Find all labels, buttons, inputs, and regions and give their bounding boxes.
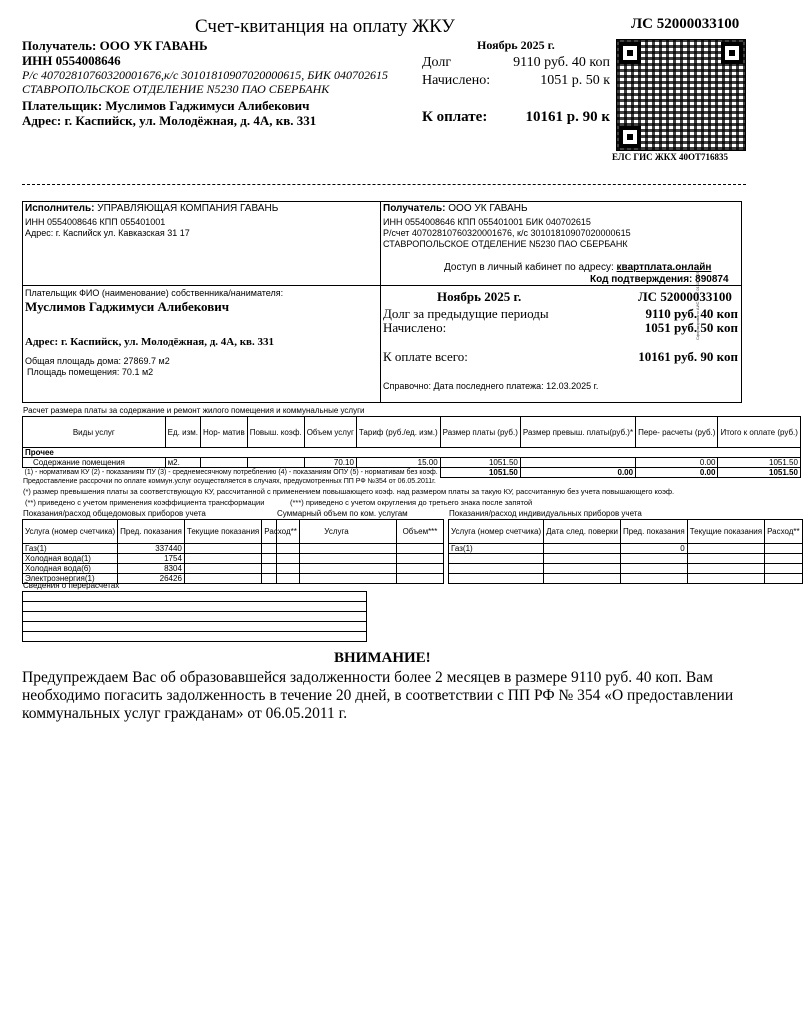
period: Ноябрь 2025 г. (477, 38, 555, 52)
meter-name: Газ(1) (449, 544, 544, 554)
total-total: 1051.50 (718, 468, 800, 478)
meter-prev: 0 (620, 544, 687, 554)
individual-header: Услуга (номер счетчика) (449, 520, 544, 544)
calc-header: Виды услуг (23, 417, 166, 448)
cabinet-line (444, 262, 711, 273)
confirmation-code: Код подтверждения: 890874 (590, 274, 729, 285)
summary-total-label: К оплате всего: (383, 349, 468, 364)
bank-name: СТАВРОПОЛЬСКОЕ ОТДЕЛЕНИЕ N5230 ПАО СБЕРБАНК (22, 82, 330, 96)
service-volume: 70.10 (304, 458, 356, 468)
debt-label: Долг (422, 55, 452, 70)
charged-value: 1051 р. 50 к (540, 73, 610, 88)
service-excess (520, 458, 635, 468)
recipient-inn: ИНН 0554008646 (22, 53, 121, 68)
els-number: ЕЛС ГИС ЖКХ 40ОТ716835 (612, 152, 728, 162)
recipient2-name: ООО УК ГАВАНЬ (445, 203, 528, 214)
calc-header: Повыш. коэф. (247, 417, 304, 448)
calc-header: Нор- матив (200, 417, 247, 448)
summary-volume-table (276, 519, 444, 584)
payer-block-label: Плательщик ФИО (наименование) собственника/нанимателя: (25, 288, 284, 298)
summary-period: Ноябрь 2025 г. (437, 289, 522, 304)
meter-name: Холодная вода(1) (23, 554, 118, 564)
meter-prev: 337440 (118, 544, 185, 554)
summary-charged-label: Начислено: (383, 320, 447, 335)
total-recalc: 0.00 (636, 468, 718, 478)
meter-prev: 1754 (118, 554, 185, 564)
calc-header: Объем услуг (304, 417, 356, 448)
recalc-table (22, 591, 367, 642)
meter-prev: 8304 (118, 564, 185, 574)
account-number: ЛС 52000033100 (631, 16, 740, 32)
pay-label: К оплате: (422, 109, 488, 125)
executor-inn: ИНН 0554008646 КПП 055401001 (25, 217, 166, 227)
meter-name: Газ(1) (23, 544, 118, 554)
common-header: Текущие показания (184, 520, 261, 544)
executor-line (25, 203, 278, 214)
service-unit: м2. (165, 458, 200, 468)
note-rounding: (***) приведено с учетом округления до третьего знака после запятой (290, 498, 533, 507)
service-name: Содержание помещения (23, 458, 166, 468)
payer-name: Плательщик: Муслимов Гаджимуси Алибекович (22, 98, 310, 113)
individual-header: Текущие показания (687, 520, 764, 544)
meter-cur (184, 564, 261, 574)
individual-meters-caption: Показания/расход индивидуальных приборов учета (449, 509, 642, 518)
meter-prev: 26426 (118, 574, 185, 584)
meter-cur (687, 544, 764, 554)
recalc-caption: Сведения о перерасчетах (23, 581, 120, 590)
recipient: Получатель: ООО УК ГАВАНЬ (22, 38, 208, 53)
recipient2-inn: ИНН 0554008646 КПП 055401001 БИК 040702615 (383, 217, 591, 227)
payer-block-address: Адрес: г. Каспийск, ул. Молодёжная, д. 4А, кв. 331 (25, 336, 274, 348)
recipient2-line (383, 203, 528, 214)
summary-total-value: 10161 руб. 90 коп (638, 349, 738, 364)
debt-value: 9110 руб. 40 коп (513, 55, 610, 70)
common-meters-caption: Показания/расход общедомовых приборов учета (23, 509, 206, 518)
recipient2-bank: СТАВРОПОЛЬСКОЕ ОТДЕЛЕНИЕ N5230 ПАО СБЕРБАНК (383, 239, 628, 249)
qr-code-icon (617, 40, 745, 150)
summary-ls: ЛС 52000033100 (638, 289, 732, 304)
calc-group: Прочее (23, 448, 801, 458)
executor-address: Адрес: г. Каспийск ул. Кавказская 31 17 (25, 228, 190, 238)
calc-header: Размер превыш. платы(руб.)* (520, 417, 635, 448)
summary-header: Услуга (277, 520, 397, 544)
service-total: 1051.50 (718, 458, 800, 468)
executor-name: УПРАВЛЯЮЩАЯ КОМПАНИЯ ГАВАНЬ (94, 203, 279, 214)
service-coef (247, 458, 304, 468)
meter-cur (184, 574, 261, 584)
calc-header: Итого к оплате (руб.) (718, 417, 800, 448)
recipient2-label: Получатель: (383, 203, 446, 214)
charged-label: Начислено: (422, 73, 491, 88)
meter-name: Холодная вода(6) (23, 564, 118, 574)
cut-line (22, 184, 746, 185)
total-amount: 1051.50 (440, 468, 520, 478)
summary-volume-caption: Суммарный объем по ком. услугам (277, 509, 408, 518)
warning-title: ВНИМАНИЕ! (334, 650, 431, 666)
calc-header: Ед. изм. (165, 417, 200, 448)
cabinet-link[interactable]: квартплата.онлайн (616, 262, 712, 273)
common-meters-table (22, 519, 300, 584)
meter-date (544, 544, 621, 554)
executor-label: Исполнитель: (25, 203, 95, 214)
table-row (23, 554, 300, 564)
summary-charged-value: 1051 руб. 50 коп (644, 320, 738, 335)
meter-name: Электроэнергия(1) (23, 574, 118, 584)
payer-address: Адрес: г. Каспийск, ул. Молодёжная, д. 4А, кв. 331 (22, 113, 317, 128)
individual-meters-table (448, 519, 803, 584)
slip-title: Счет-квитанция на оплату ЖКУ (195, 16, 455, 37)
common-header: Пред. показания (118, 520, 185, 544)
service-amount: 1051.50 (440, 458, 520, 468)
table-row (23, 544, 300, 554)
bank-details: Р/с 40702810760320001676,к/с 30101810907020000615, БИК 040702615 (22, 68, 388, 82)
summary-debt-value: 9110 руб. 40 коп (645, 306, 738, 321)
calc-header: Размер платы (руб.) (440, 417, 520, 448)
area-room: Площадь помещения: 70.1 м2 (27, 367, 154, 377)
meter-cur (184, 544, 261, 554)
calc-header: Пере- расчеты (руб.) (636, 417, 718, 448)
last-payment: Справочно: Дата последнего платежа: 12.03.2025 г. (383, 381, 599, 391)
meter-cur (184, 554, 261, 564)
summary-debt-label: Долг за предыдущие периоды (383, 306, 549, 321)
service-norm (200, 458, 247, 468)
cabinet-text: Доступ в личный кабинет по адресу: (444, 262, 614, 273)
table-row (449, 544, 803, 554)
calc-caption: Расчет размера платы за содержание и ремонт жилого помещения и коммунальные услуги (23, 406, 365, 415)
service-tariff: 15.00 (356, 458, 440, 468)
meter-use (765, 544, 803, 554)
summary-header: Объем*** (397, 520, 444, 544)
calc-table (22, 416, 801, 478)
individual-header: Расход** (765, 520, 803, 544)
total-excess: 0.00 (520, 468, 635, 478)
table-row (23, 564, 300, 574)
calc-legend: (1) - нормативам КУ (2) - показаниям ПУ (3) - среднемесячному потреблению (4) - показаниям ОПУ (5) - нормативам без коэф. (24, 469, 438, 477)
common-header: Услуга (номер счетчика) (23, 520, 118, 544)
individual-header: Пред. показания (620, 520, 687, 544)
table-row (23, 458, 801, 468)
pay-value: 10161 р. 90 к (525, 109, 610, 125)
warning-text: Предупреждаем Вас об образовавшейся задолженности более 2 месяцев в размере 9110 руб. 40 коп. Вам необходимо погасить задолженность в течение 20 дней, в соответствии с ПП РФ № 354 «О предоставлении коммунальных услуг гражданам» от 06.05.2011 г. (22, 669, 734, 722)
note-excess: (*) размер превышения платы за соответствующую КУ, рассчитанной с применением повышающего коэф. над размером платы за такую КУ, рассчитанную без учета повышающего коэф. (23, 487, 675, 496)
calc-header: Тариф (руб./ед. изм.) (356, 417, 440, 448)
payer-block-name: Муслимов Гаджимуси Алибекович (25, 299, 230, 314)
side-note: Сформировано АИС ЖКХ 01.11.2025 (695, 271, 700, 340)
note-installment: Предоставление рассрочки по оплате коммун.услуг осуществляется в случаях, предусмотренных ПП РФ №354 от 06.05.2011г. (23, 478, 436, 485)
note-transform: (**) приведено с учетом применения коэффициента трансформации (25, 498, 265, 507)
area-house: Общая площадь дома: 27869.7 м2 (25, 356, 170, 366)
common-header: Расход** (262, 520, 300, 544)
recipient2-account: Р/счет 40702810760320001676, к/с 30101810907020000615 (383, 228, 631, 238)
service-recalc: 0.00 (636, 458, 718, 468)
individual-header: Дата след. поверки (544, 520, 621, 544)
